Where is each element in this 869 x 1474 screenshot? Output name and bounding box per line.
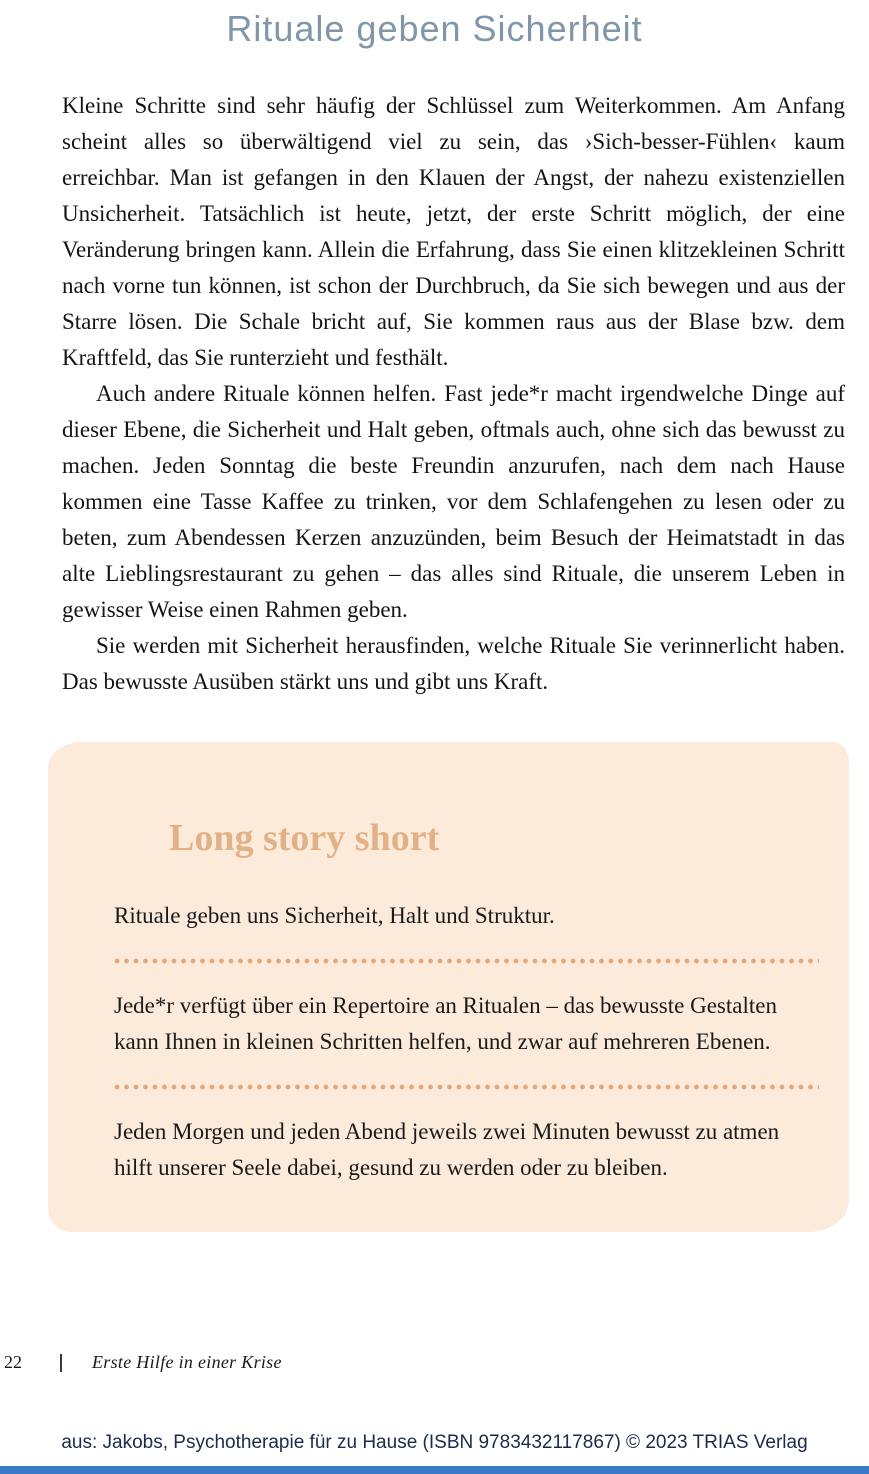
summary-item: Jeden Morgen und jeden Abend jeweils zwei Minuten bewusst zu atmen hilft unserer Seele dabei, gesund zu werden oder zu bleiben. — [114, 1119, 780, 1180]
footer-separator — [60, 1354, 62, 1372]
dotted-divider — [114, 1084, 819, 1090]
page-number: 22 — [4, 1352, 22, 1372]
dotted-divider — [114, 958, 819, 964]
paragraph: Auch andere Rituale können helfen. Fast jede*r macht irgendwelche Dinge auf dieser Ebene, die Sicherheit und Halt geben, oftmals auch, ohne sich das bewusst zu machen. Jeden Sonntag die beste Freundin anzurufen, nach dem nach Hause kommen eine Tasse Kaffee zu trinken, vor dem Schlafengehen zu lesen oder zu beten, zum Abendessen Kerzen anzuzünden, beim Besuch der Heimatstadt in das alte Lieblingsrestaurant zu gehen – das alles sind Rituale, die unserem Leben in gewisser Weise einen Rahmen geben. — [62, 381, 845, 622]
body-text — [62, 88, 845, 700]
page-title: Rituale geben Sicherheit — [226, 8, 643, 49]
summary-box — [48, 742, 849, 1232]
summary-item: Jede*r verfügt über ein Repertoire an Ritualen – das bewusste Gestalten kann Ihnen in kleinen Schritten helfen, und zwar auf mehreren Ebenen. — [114, 993, 777, 1054]
bottom-blue-bar — [0, 1466, 869, 1474]
copyright-line: aus: Jakobs, Psychotherapie für zu Hause (ISBN 9783432117867) © 2023 TRIAS Verlag — [61, 1432, 808, 1453]
chapter-title: Erste Hilfe in einer Krise — [92, 1352, 282, 1372]
summary-item: Rituale geben uns Sicherheit, Halt und Struktur. — [114, 903, 555, 928]
summary-heading: Long story short — [169, 817, 440, 859]
running-footer — [4, 1352, 282, 1373]
paragraph: Sie werden mit Sicherheit herausfinden, welche Rituale Sie verinnerlicht haben. Das bewusste Ausüben stärkt uns und gibt uns Kraft. — [62, 633, 845, 694]
paragraph: Kleine Schritte sind sehr häufig der Schlüssel zum Weiterkommen. Am Anfang scheint alles so überwältigend viel zu sein, das ›Sich-besser-Fühlen‹ kaum erreichbar. Man ist gefangen in den Klauen der Angst, der nahezu existenziellen Unsicherheit. Tatsächlich ist heute, jetzt, der erste Schritt möglich, der eine Veränderung bringen kann. Allein die Erfahrung, dass Sie einen klitzekleinen Schritt nach vorne tun können, ist schon der Durchbruch, da Sie sich bewegen und aus der Starre lösen. Die Schale bricht auf, Sie kommen raus aus der Blase bzw. dem Kraftfeld, das Sie runterzieht und festhält. — [62, 93, 845, 370]
